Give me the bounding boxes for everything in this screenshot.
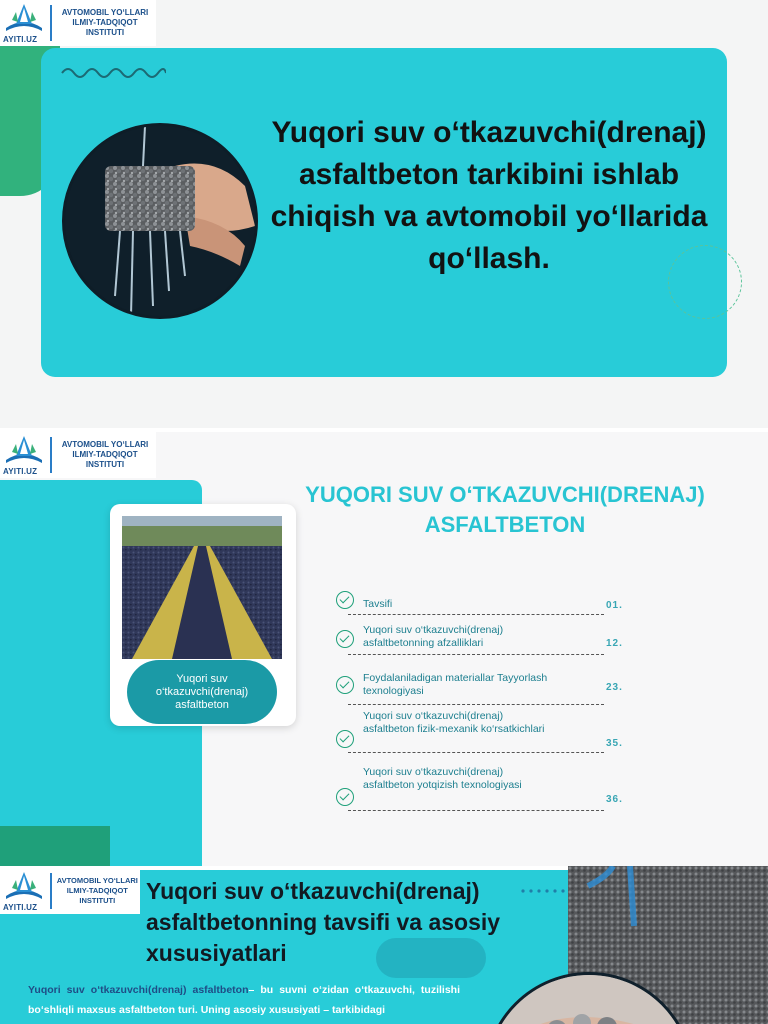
toc-label: Yuqori suv o‘tkazuvchi(drenaj) asfaltbeton fizik-mexanik ko‘rsatkichlari bbox=[363, 710, 545, 735]
check-circle-icon bbox=[336, 788, 354, 806]
logo-line2: ILMIY-TADQIQOT bbox=[72, 450, 138, 459]
logo-text bbox=[55, 8, 155, 38]
body-lead-term: Yuqori suv o‘tkazuvchi(drenaj) asfaltbeton bbox=[28, 984, 249, 996]
toc-dashed-line bbox=[348, 810, 604, 811]
section-title: Yuqori suv o‘tkazuvchi(drenaj) asfaltbetonning tavsifi va asosiy xususiyatlari bbox=[146, 878, 501, 966]
decor-green-block bbox=[0, 826, 110, 866]
logo-line1: AVTOMOBIL YO‘LLARI bbox=[61, 440, 149, 449]
toc-page-number: 36. bbox=[606, 794, 623, 805]
road-photo bbox=[122, 516, 282, 659]
contents-heading: YUQORI SUV O‘TKAZUVCHI(DRENAJ) ASFALTBETON bbox=[305, 482, 705, 537]
toc-page-number: 12. bbox=[606, 638, 623, 649]
logo-site-text: AYITI.UZ bbox=[3, 903, 38, 912]
toc-label: Yuqori suv o‘tkazuvchi(drenaj) asfaltbeton yotqizish texnologiyasi bbox=[363, 766, 522, 791]
check-circle-icon bbox=[336, 730, 354, 748]
wave-decor-icon bbox=[60, 62, 166, 84]
institute-logo bbox=[0, 432, 156, 478]
logo-emblem-icon bbox=[0, 868, 50, 914]
decor-dotted-circle bbox=[668, 245, 742, 319]
toc-label: Foydalaniladigan materiallar Tayyorlash texnologiyasi bbox=[363, 672, 548, 697]
logo-line3: INSTITUTI bbox=[85, 28, 125, 37]
slide-title bbox=[0, 0, 768, 432]
porous-block-photo bbox=[62, 123, 258, 319]
toc-label: Tavsifi bbox=[363, 598, 393, 610]
decor-blob bbox=[376, 938, 486, 978]
toc-dashed-line bbox=[348, 704, 604, 705]
logo-emblem-icon bbox=[0, 0, 50, 46]
card-caption-pill: Yuqori suv o‘tkazuvchi(drenaj) asfaltbeton bbox=[127, 660, 277, 724]
presentation-title: Yuqori suv o‘tkazuvchi(drenaj) asfaltbeton tarkibini ishlab chiqish va avtomobil yo‘llarida qo‘llash. bbox=[270, 116, 708, 275]
logo-divider bbox=[50, 873, 52, 909]
check-circle-icon bbox=[336, 630, 354, 648]
institute-logo bbox=[0, 0, 156, 46]
logo-line1: AVTOMOBIL YO‘LLARI bbox=[61, 8, 149, 17]
toc-page-number: 23. bbox=[606, 682, 623, 693]
toc-page-number: 35. bbox=[606, 738, 623, 749]
slide-description bbox=[0, 866, 768, 1024]
logo-site-text: AYITI.UZ bbox=[3, 35, 38, 44]
logo-line1: AVTOMOBIL YO‘LLARI bbox=[56, 876, 138, 885]
logo-text bbox=[55, 876, 140, 906]
toc-dashed-line bbox=[348, 654, 604, 655]
toc-label: Yuqori suv o‘tkazuvchi(drenaj) asfaltbetonning afzalliklari bbox=[363, 624, 504, 649]
toc-dashed-line bbox=[348, 752, 604, 753]
toc-dashed-line bbox=[348, 614, 604, 615]
logo-site-text: AYITI.UZ bbox=[3, 467, 38, 476]
logo-line2: ILMIY-TADQIQOT bbox=[72, 18, 138, 27]
check-circle-icon bbox=[336, 591, 354, 609]
body-rest: – bu suvni o‘zidan o‘tkazuvchi, tuzilishi bo‘shliqli maxsus asfaltbeton turi. Uning asosiy xususiyati – tarkibidagi bbox=[28, 984, 460, 1016]
logo-emblem-icon bbox=[0, 432, 50, 478]
slide-contents bbox=[0, 432, 768, 866]
logo-line3: INSTITUTI bbox=[79, 896, 116, 905]
logo-text bbox=[55, 440, 155, 470]
section-body-text bbox=[28, 980, 460, 1020]
toc-page-number: 01. bbox=[606, 600, 623, 611]
logo-line3: INSTITUTI bbox=[85, 460, 125, 469]
road-image-card bbox=[110, 504, 296, 726]
logo-divider bbox=[50, 5, 52, 41]
logo-line2: ILMIY-TADQIQOT bbox=[66, 886, 128, 895]
check-circle-icon bbox=[336, 676, 354, 694]
institute-logo bbox=[0, 868, 140, 914]
logo-divider bbox=[50, 437, 52, 473]
